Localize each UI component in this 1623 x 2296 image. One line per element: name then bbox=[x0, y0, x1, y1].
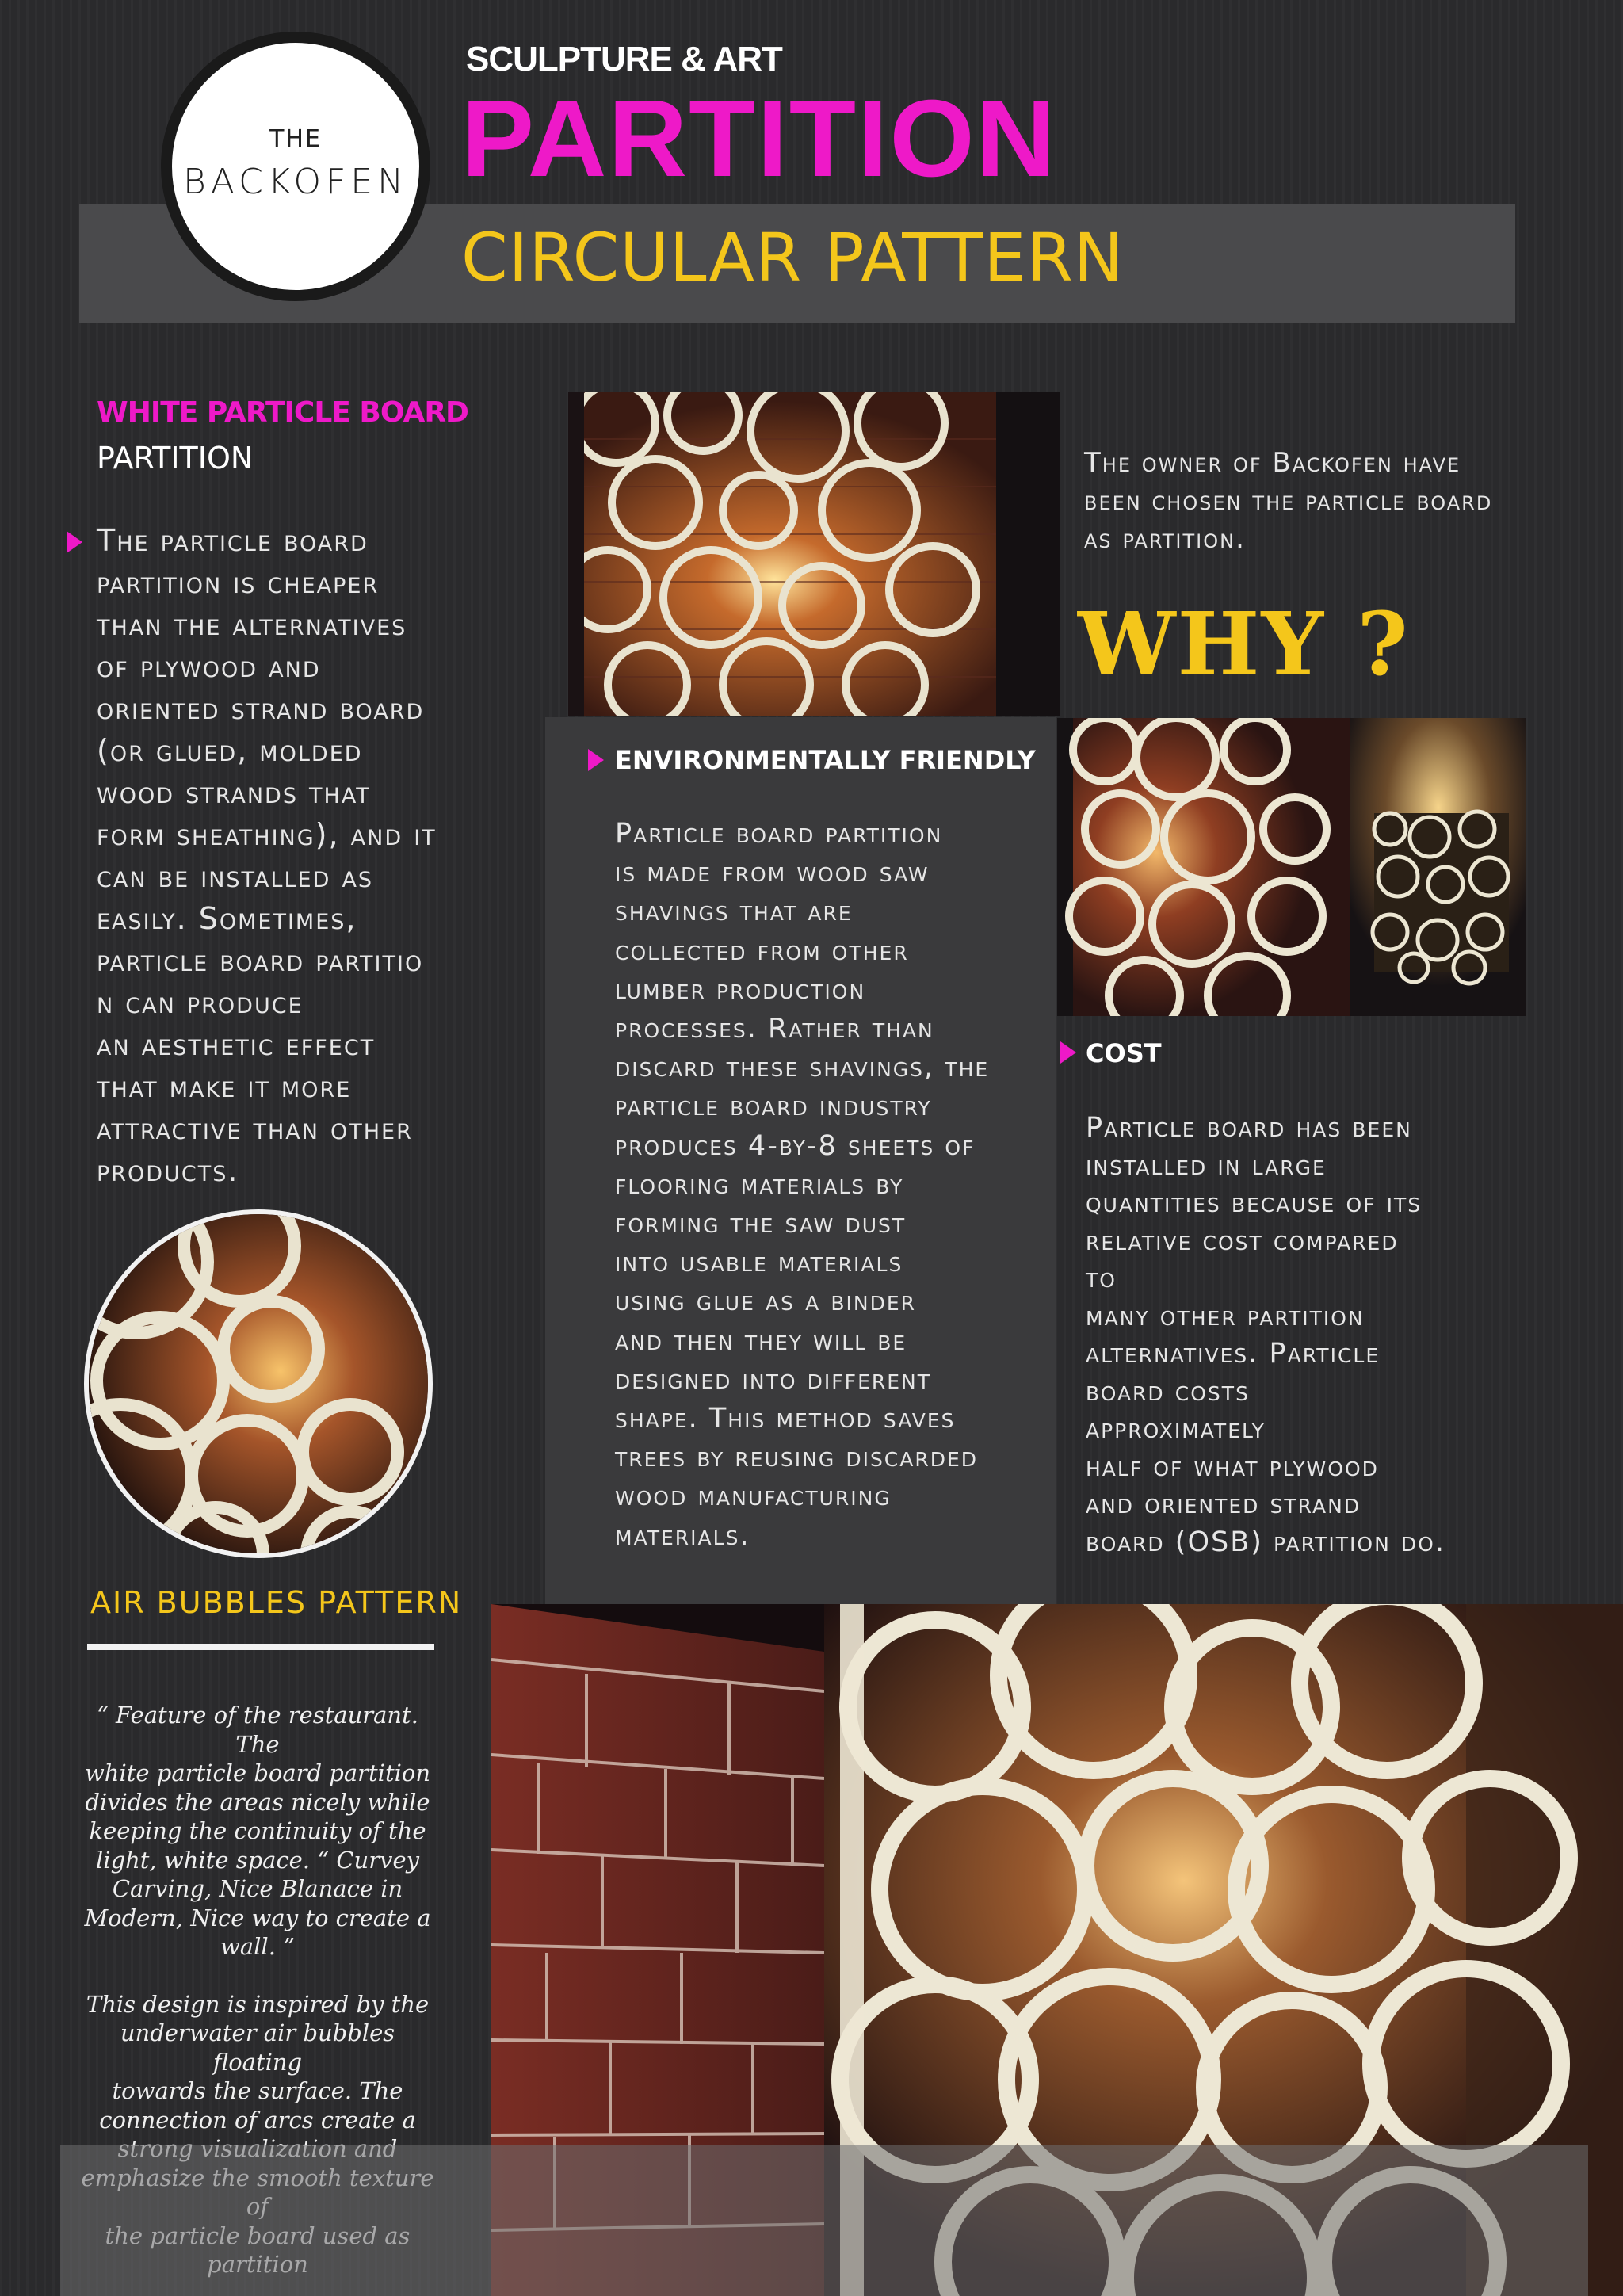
text-line: particle board industry bbox=[615, 1091, 932, 1123]
text-line: relative cost compared bbox=[1086, 1224, 1399, 1257]
text-line: quantities because of its bbox=[1086, 1187, 1423, 1219]
triangle-bullet-icon bbox=[588, 749, 604, 771]
text-line: (or glued, molded bbox=[97, 733, 363, 768]
text-line: flooring materials by bbox=[615, 1168, 904, 1201]
text-line: an aesthetic effect bbox=[97, 1027, 376, 1062]
text-line: Particle board partition bbox=[615, 818, 943, 850]
text-line: attractive than other bbox=[97, 1111, 413, 1146]
text-line: materials. bbox=[615, 1519, 750, 1552]
environmentally-friendly-heading: ENVIRONMENTALLY FRIENDLY bbox=[615, 745, 1036, 775]
environment-body-text bbox=[615, 815, 1043, 1556]
text-line: using glue as a binder bbox=[615, 1286, 916, 1318]
quote-line: “ Feature of the restaurant. The bbox=[97, 1702, 418, 1758]
logo-the: THE bbox=[269, 125, 322, 153]
quote-line bbox=[79, 1962, 436, 1990]
text-line: processes. Rather than bbox=[615, 1013, 934, 1045]
text-line: designed into different bbox=[615, 1363, 932, 1396]
quote-line: towards the surface. The bbox=[112, 2077, 403, 2104]
air-bubbles-title: AIR BUBBLES PATTERN bbox=[90, 1585, 463, 1620]
text-line: products. bbox=[97, 1153, 239, 1188]
text-line: half of what plywood bbox=[1086, 1450, 1379, 1483]
text-line: been chosen the particle board bbox=[1084, 485, 1493, 517]
text-line: alternatives. Particle bbox=[1086, 1338, 1381, 1370]
cost-body-text bbox=[1086, 1110, 1529, 1561]
text-line: n can produce bbox=[97, 985, 304, 1020]
text-line: discard these shavings, the bbox=[615, 1052, 990, 1084]
text-line: approximately bbox=[1086, 1413, 1266, 1445]
divider bbox=[87, 1644, 434, 1650]
text-line: and oriented strand bbox=[1086, 1488, 1361, 1520]
why-heading: WHY ? bbox=[1078, 593, 1410, 695]
partition-photo-top bbox=[568, 392, 1060, 716]
pattern-title: CIRCULAR PATTERN bbox=[461, 219, 1125, 296]
cost-heading: COST bbox=[1086, 1038, 1162, 1068]
bottom-band bbox=[60, 2145, 1588, 2296]
quote-line: keeping the continuity of the bbox=[89, 1817, 426, 1844]
text-line: oriented strand board bbox=[97, 691, 425, 726]
page-title: PARTITION bbox=[461, 78, 1057, 200]
quote-line: wall. ” bbox=[220, 1933, 295, 1960]
text-line: collected from other bbox=[615, 934, 909, 967]
triangle-bullet-icon bbox=[67, 531, 82, 553]
quote-line: light, white space. “ Curvey bbox=[96, 1846, 419, 1874]
sub-heading: SCULPTURE & ART bbox=[466, 40, 782, 78]
text-line: trees by reusing discarded bbox=[615, 1442, 979, 1474]
particle-board-heading: WHITE PARTICLE BOARD bbox=[97, 396, 468, 429]
text-line: wood strands that bbox=[97, 775, 371, 810]
quote-line: white particle board partition bbox=[84, 1759, 431, 1786]
partition-closeup-graphic bbox=[89, 1214, 433, 1558]
text-line: board (OSB) partition do. bbox=[1086, 1526, 1445, 1558]
text-line: to bbox=[1086, 1263, 1117, 1294]
partition-photo-right bbox=[1057, 718, 1526, 1016]
particle-board-subheading: PARTITION bbox=[97, 441, 254, 476]
text-line: as partition. bbox=[1084, 523, 1246, 555]
text-line: that make it more bbox=[97, 1069, 352, 1104]
quote-line: Carving, Nice Blanace in bbox=[112, 1875, 403, 1902]
backofen-logo bbox=[161, 32, 430, 301]
left-body-text bbox=[97, 520, 509, 1192]
text-line: Particle board has been bbox=[1086, 1112, 1412, 1144]
quote-line: This design is inspired by the bbox=[86, 1990, 430, 2018]
quote-line: Modern, Nice way to create a bbox=[84, 1904, 431, 1931]
text-line: lumber production bbox=[615, 973, 866, 1006]
text-line: into usable materials bbox=[615, 1247, 903, 1279]
quote-line: connection of arcs create a bbox=[99, 2106, 416, 2134]
text-line: and then they will be bbox=[615, 1324, 907, 1357]
text-line: shape. This method saves bbox=[615, 1403, 956, 1435]
text-line: easily. Sometimes, bbox=[97, 901, 357, 936]
text-line: partition is cheaper bbox=[97, 565, 380, 600]
text-line: than the alternatives bbox=[97, 607, 407, 642]
text-line: forming the saw dust bbox=[615, 1208, 907, 1240]
triangle-bullet-icon bbox=[1060, 1041, 1076, 1064]
text-line: produces 4-by-8 sheets of bbox=[615, 1129, 976, 1162]
text-line: shavings that are bbox=[615, 896, 853, 928]
text-line: The particle board bbox=[97, 523, 369, 558]
text-line: The owner of Backofen have bbox=[1084, 447, 1461, 479]
owner-text bbox=[1084, 444, 1591, 558]
text-line: can be installed as bbox=[97, 859, 374, 894]
circle-partition-photo bbox=[84, 1209, 433, 1558]
text-line: installed in large bbox=[1086, 1149, 1327, 1182]
logo-name: BACKOFEN bbox=[183, 162, 408, 202]
text-line: particle board partitio bbox=[97, 943, 424, 978]
quote-line: underwater air bubbles floating bbox=[120, 2019, 395, 2076]
text-line: form sheathing), and it bbox=[97, 817, 437, 852]
text-line: of plywood and bbox=[97, 649, 321, 684]
text-line: is made from wood saw bbox=[615, 857, 930, 889]
partition-lamp-graphic bbox=[568, 392, 1060, 716]
text-line: board costs bbox=[1086, 1375, 1250, 1408]
text-line: wood manufacturing bbox=[615, 1480, 892, 1513]
quote-line: divides the areas nicely while bbox=[85, 1788, 430, 1816]
text-line: many other partition bbox=[1086, 1300, 1365, 1332]
partition-wall-graphic bbox=[1057, 718, 1526, 1016]
